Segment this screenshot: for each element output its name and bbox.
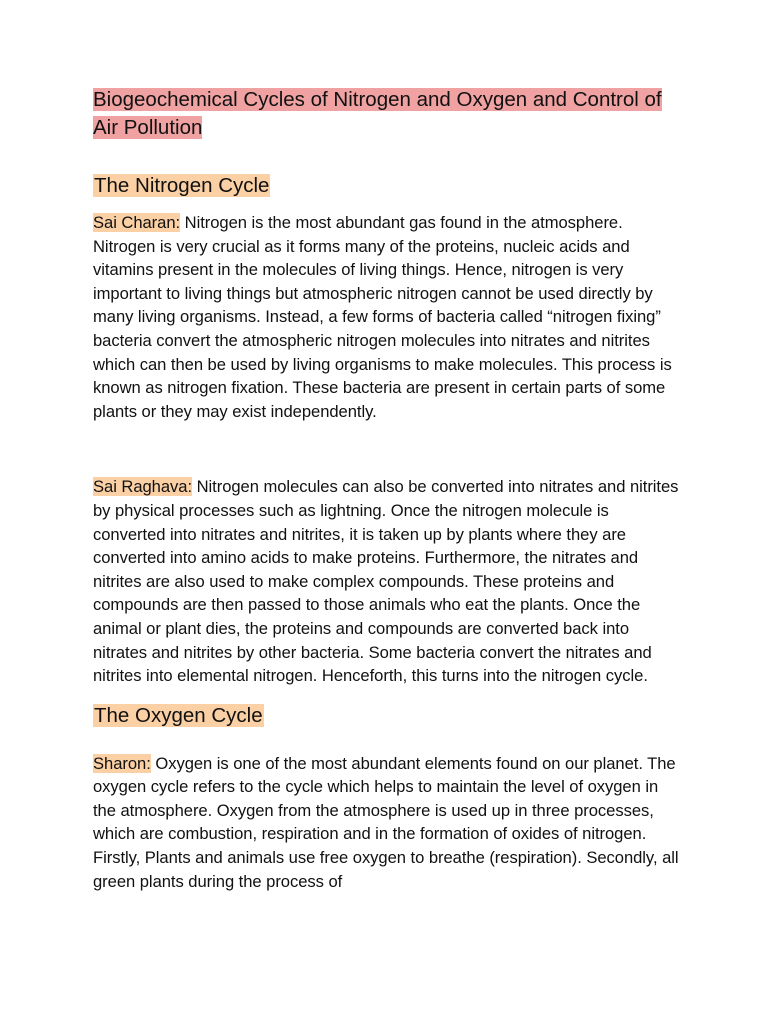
paragraph bbox=[93, 211, 683, 423]
paragraph bbox=[93, 752, 683, 894]
section-heading-text: The Nitrogen Cycle bbox=[94, 174, 270, 197]
paragraph-text: Nitrogen molecules can also be converted into nitrates and nitrites by physical processes such as lightning. Once the nitrogen molecule is converted into nitrates and nitrites, it is taken up by plants where they are converted into amino acids to make proteins. Furthermore, the nitrates and nitrites are also used to make complex compounds. These proteins and compounds are then passed to those animals who eat the plants. Once the animal or plant dies, the proteins and compounds are converted back into nitrates and nitrites by other bacteria. Some bacteria convert the nitrates and nitrites into elemental nitrogen. Henceforth, this turns into the nitrogen cycle. bbox=[93, 477, 679, 686]
section-heading-nitrogen-cycle bbox=[93, 172, 683, 200]
paragraph-text: Oxygen is one of the most abundant elements found on our planet. The oxygen cycle refers to the cycle which helps to maintain the level of oxygen in the atmosphere. Oxygen from the atmosphere is used up in three processes, which are combustion, respiration and in the formation of oxides of nitrogen. Firstly, Plants and animals use free oxygen to breathe (respiration). Secondly, all green plants during the process of bbox=[93, 753, 679, 891]
speaker-label: Sai Charan: bbox=[93, 213, 181, 232]
section-heading-text: The Oxygen Cycle bbox=[94, 703, 263, 727]
document-page bbox=[93, 86, 683, 893]
speaker-label: Sai Raghava: bbox=[93, 477, 193, 497]
paragraph bbox=[93, 475, 683, 687]
paragraph-text: Nitrogen is the most abundant gas found in the atmosphere. Nitrogen is very crucial as it forms many of the proteins, nucleic acids and vitamins present in the molecules of living things. Hence, nitrogen is very important to living things but atmospheric nitrogen cannot be used directly by many living organisms. Instead, a few forms of bacteria called “nitrogen fixing” bacteria convert the atmospheric nitrogen molecules into nitrates and nitrites which can then be used by living organisms to make molecules. This process is known as nitrogen fixation. These bacteria are present in certain parts of some plants or they may exist independently. bbox=[93, 213, 672, 421]
document-title-text: Biogeochemical Cycles of Nitrogen and Oxygen and Control of Air Pollution bbox=[93, 88, 662, 139]
document-title bbox=[93, 86, 683, 142]
speaker-label: Sharon: bbox=[93, 753, 151, 773]
section-heading-oxygen-cycle bbox=[93, 702, 683, 730]
